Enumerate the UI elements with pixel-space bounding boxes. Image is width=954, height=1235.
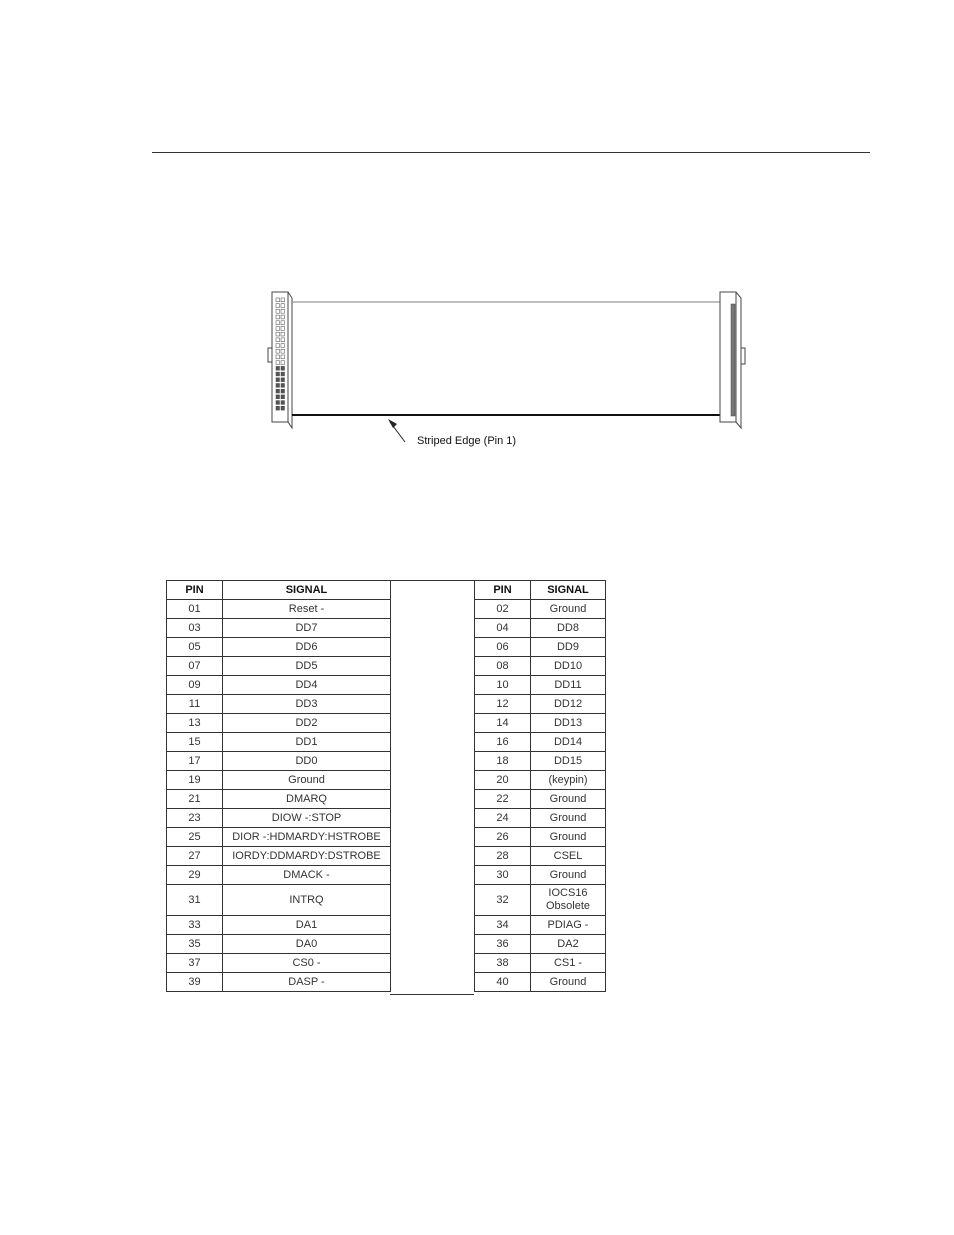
connector-pin [281, 355, 285, 359]
connector-pin [281, 304, 285, 308]
pin-number-cell: 09 [167, 676, 223, 695]
pin-number-cell: 16 [475, 733, 531, 752]
pin-number-cell: 20 [475, 771, 531, 790]
pin-number-cell: 37 [167, 954, 223, 973]
pin-number-cell: 38 [475, 954, 531, 973]
connector-pin [276, 372, 280, 376]
pin-number-cell: 14 [475, 714, 531, 733]
signal-name-cell [223, 714, 391, 733]
signal-name: DD15 [553, 754, 583, 767]
signal-name: DD7 [295, 621, 318, 634]
signal-name: DD3 [295, 697, 318, 710]
pin-number-cell: 11 [167, 695, 223, 714]
connector-pin [281, 372, 285, 376]
connector-pin [276, 315, 280, 319]
table-row [475, 847, 606, 866]
table-row [475, 828, 606, 847]
left-connector [268, 292, 292, 428]
signal-name-cell [531, 771, 606, 790]
table-row [167, 828, 391, 847]
connector-pin [276, 349, 280, 353]
pin-number-cell: 10 [475, 676, 531, 695]
signal-name-cell [223, 657, 391, 676]
table-row [167, 866, 391, 885]
pin-number-cell: 35 [167, 935, 223, 954]
signal-name: DD14 [553, 735, 583, 748]
signal-name: IORDY:DDMARDY:DSTROBE [232, 849, 381, 862]
connector-pin [276, 378, 280, 382]
signal-name-cell [531, 885, 606, 916]
table-row [167, 916, 391, 935]
connector-pin [281, 395, 285, 399]
table-row [167, 752, 391, 771]
pin-number-cell: 13 [167, 714, 223, 733]
connector-pin [276, 327, 280, 331]
connector-pin [276, 401, 280, 405]
signal-name-cell [223, 973, 391, 992]
signal-name: DD12 [553, 697, 583, 710]
table-row [475, 954, 606, 973]
pin-number-cell: 06 [475, 638, 531, 657]
pin-number-cell: 34 [475, 916, 531, 935]
table-row [475, 916, 606, 935]
table-row [475, 771, 606, 790]
pin-table-even [474, 580, 606, 992]
pin-number-cell: 07 [167, 657, 223, 676]
signal-name: (keypin) [548, 773, 588, 786]
signal-name: Ground [549, 602, 587, 615]
pin-number-cell: 12 [475, 695, 531, 714]
connector-pin [281, 332, 285, 336]
connector-pin [281, 366, 285, 370]
connector-pin [281, 378, 285, 382]
signal-name-cell [223, 695, 391, 714]
connector-pin [276, 355, 280, 359]
connector-pin [276, 298, 280, 302]
table-row [167, 885, 391, 916]
connector-pin [276, 309, 280, 313]
table-row [167, 954, 391, 973]
pin-number-cell: 29 [167, 866, 223, 885]
signal-name: DA1 [295, 918, 318, 931]
pin-number-cell: 19 [167, 771, 223, 790]
pin-number-cell: 15 [167, 733, 223, 752]
table-row [167, 619, 391, 638]
table-row [167, 714, 391, 733]
signal-name: DD8 [556, 621, 579, 634]
table-row [167, 809, 391, 828]
signal-name-cell [223, 752, 391, 771]
table-row [475, 885, 606, 916]
signal-name: Ground [549, 792, 587, 805]
table-row [167, 973, 391, 992]
pin-number-cell: 17 [167, 752, 223, 771]
signal-name-cell [531, 916, 606, 935]
pin-number-cell: 03 [167, 619, 223, 638]
pin-number-cell: 08 [475, 657, 531, 676]
pin-number-cell: 31 [167, 885, 223, 916]
signal-name-cell [531, 847, 606, 866]
table-row [475, 676, 606, 695]
signal-name-cell [531, 695, 606, 714]
table-row [475, 809, 606, 828]
pin-number-cell: 36 [475, 935, 531, 954]
signal-name-cell [531, 600, 606, 619]
signal-name-cell [531, 790, 606, 809]
connector-pin [281, 401, 285, 405]
signal-name-cell [223, 916, 391, 935]
connector-pin [276, 344, 280, 348]
table-row [167, 600, 391, 619]
pin-number-cell: 05 [167, 638, 223, 657]
connector-pin [281, 327, 285, 331]
signal-name-cell [531, 733, 606, 752]
table-row [167, 935, 391, 954]
signal-name-cell [223, 790, 391, 809]
signal-name-cell [223, 771, 391, 790]
signal-name: DD4 [295, 678, 318, 691]
signal-name: INTRQ [289, 893, 324, 906]
table-row [475, 600, 606, 619]
table-row [167, 790, 391, 809]
signal-name: Ground [288, 773, 325, 786]
table-row [475, 752, 606, 771]
signal-name: IOCS16 [548, 887, 588, 899]
table-row [475, 657, 606, 676]
signal-name: DD9 [556, 640, 579, 653]
signal-name: DA2 [557, 937, 579, 950]
signal-name-cell [223, 638, 391, 657]
signal-name: DMACK - [283, 868, 330, 881]
signal-name: Ground [549, 830, 587, 843]
pin-number-cell: 22 [475, 790, 531, 809]
signal-name: DIOW -:STOP [271, 811, 342, 824]
pin-number-cell: 27 [167, 847, 223, 866]
connector-pin [281, 389, 285, 393]
connector-pin [281, 361, 285, 365]
table-header-row [475, 581, 606, 600]
pin-number-cell: 01 [167, 600, 223, 619]
pin-number-cell: 30 [475, 866, 531, 885]
signal-name-cell [223, 828, 391, 847]
signal-name-note: Obsolete [545, 900, 591, 912]
connector-pin [276, 338, 280, 342]
pin-number-cell: 18 [475, 752, 531, 771]
pin-number-cell: 24 [475, 809, 531, 828]
pin-header: PIN [167, 581, 223, 600]
signal-name: DMARQ [286, 792, 327, 805]
signal-name-cell [223, 847, 391, 866]
signal-name: DD2 [295, 716, 318, 729]
connector-pin [281, 384, 285, 388]
table-row [475, 866, 606, 885]
signal-name: Ground [549, 975, 587, 988]
pin-number-cell: 23 [167, 809, 223, 828]
signal-name-cell [223, 935, 391, 954]
signal-name-cell [223, 809, 391, 828]
signal-name-cell [531, 935, 606, 954]
signal-name: Ground [549, 811, 587, 824]
pin-header: PIN [475, 581, 531, 600]
signal-name-cell [531, 714, 606, 733]
signal-name: DD13 [553, 716, 583, 729]
table-row [475, 733, 606, 752]
table-row [475, 619, 606, 638]
ribbon-cable-diagram [0, 0, 954, 480]
table-row [475, 695, 606, 714]
connector-pin [281, 344, 285, 348]
pin-number-cell: 04 [475, 619, 531, 638]
pin-number-cell: 33 [167, 916, 223, 935]
signal-name-cell [223, 954, 391, 973]
signal-name-cell [223, 733, 391, 752]
signal-name-cell [531, 954, 606, 973]
signal-name: DD0 [295, 754, 318, 767]
signal-name: PDIAG - [547, 918, 589, 931]
table-row [167, 638, 391, 657]
table-row [475, 790, 606, 809]
table-row [167, 695, 391, 714]
table-row [475, 714, 606, 733]
connector-pin [281, 349, 285, 353]
signal-name-cell [531, 619, 606, 638]
signal-name-cell [531, 657, 606, 676]
connector-pin [276, 321, 280, 325]
signal-name: CS0 - [292, 956, 321, 969]
signal-name: CSEL [553, 849, 583, 862]
connector-pin [281, 315, 285, 319]
connector-pin [276, 332, 280, 336]
signal-name-cell [223, 676, 391, 695]
table-row [475, 973, 606, 992]
table-row [167, 676, 391, 695]
right-connector [720, 292, 745, 428]
pin-number-cell: 25 [167, 828, 223, 847]
pin-number-cell: 26 [475, 828, 531, 847]
connector-pin [276, 389, 280, 393]
signal-name-cell [223, 866, 391, 885]
connector-pin [276, 406, 280, 410]
signal-name-cell [531, 866, 606, 885]
connector-pin [276, 384, 280, 388]
connector-pin [276, 395, 280, 399]
signal-name: DD5 [295, 659, 318, 672]
table-header-row [167, 581, 391, 600]
table-gap-column [390, 580, 474, 995]
signal-name: DA0 [295, 937, 318, 950]
signal-name-cell [531, 752, 606, 771]
signal-name: DD10 [553, 659, 583, 672]
signal-name: DD1 [295, 735, 318, 748]
pin-number-cell: 02 [475, 600, 531, 619]
signal-name-cell [531, 676, 606, 695]
signal-name: Ground [549, 868, 587, 881]
table-row [167, 657, 391, 676]
signal-name: CS1 - [553, 956, 583, 969]
signal-name: DIOR -:HDMARDY:HSTROBE [232, 830, 381, 843]
connector-pin [281, 406, 285, 410]
connector-pin [276, 366, 280, 370]
pin-number-cell: 21 [167, 790, 223, 809]
signal-name: DASP - [288, 975, 325, 988]
table-row [475, 935, 606, 954]
signal-name: Reset - [288, 602, 325, 615]
connector-pin [276, 361, 280, 365]
table-row [167, 733, 391, 752]
signal-header: SIGNAL [223, 581, 391, 600]
signal-header: SIGNAL [531, 581, 606, 600]
pin-number-cell: 39 [167, 973, 223, 992]
connector-pin [281, 321, 285, 325]
connector-pin [281, 338, 285, 342]
signal-name-cell [223, 885, 391, 916]
signal-name-cell [531, 973, 606, 992]
signal-name-cell [531, 638, 606, 657]
connector-pin [281, 309, 285, 313]
pin-number-cell: 28 [475, 847, 531, 866]
signal-name-cell [223, 600, 391, 619]
signal-name: DD6 [295, 640, 318, 653]
table-row [475, 638, 606, 657]
signal-name-cell [223, 619, 391, 638]
caption-arrow [388, 419, 405, 442]
pin-number-cell: 40 [475, 973, 531, 992]
pin-table-odd [166, 580, 391, 992]
table-row [167, 771, 391, 790]
connector-pin [281, 298, 285, 302]
connector-pin [276, 304, 280, 308]
table-row [167, 847, 391, 866]
signal-name-cell [531, 809, 606, 828]
signal-name-cell [531, 828, 606, 847]
striped-edge-caption: Striped Edge (Pin 1) [417, 435, 517, 447]
pin-number-cell: 32 [475, 885, 531, 916]
signal-name: DD11 [554, 678, 582, 691]
